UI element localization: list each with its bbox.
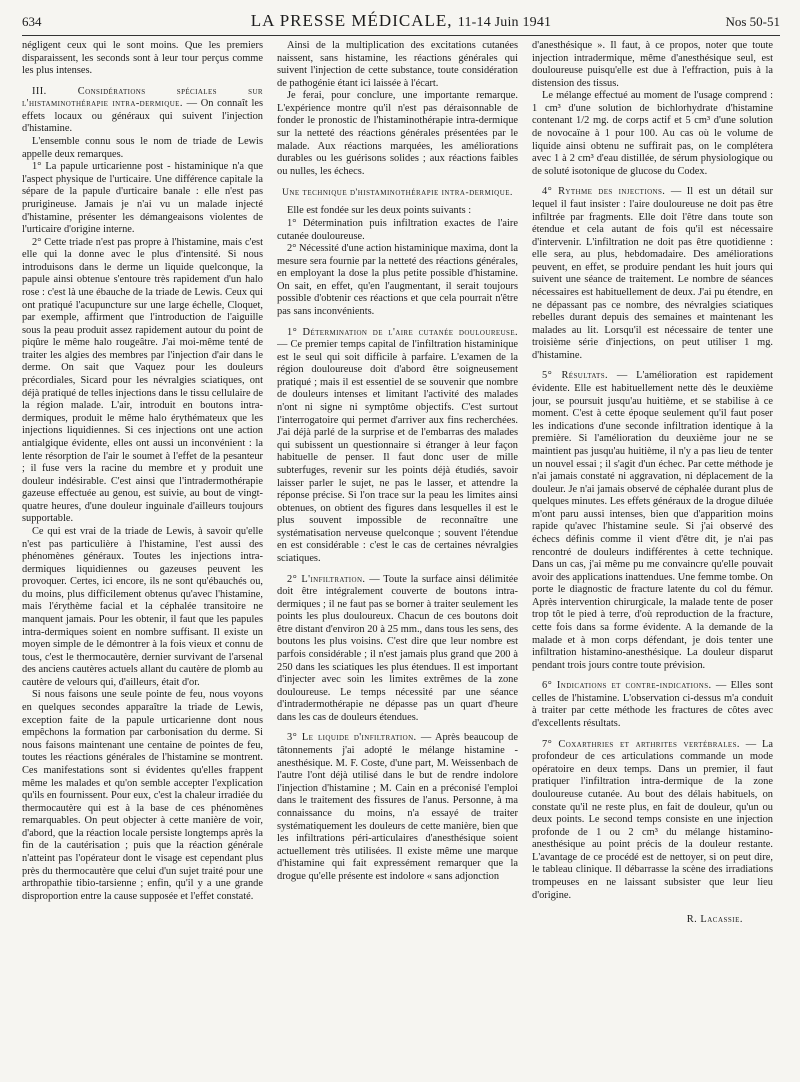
paragraph: [532, 739, 773, 903]
journal-title: [22, 11, 780, 31]
paragraph-lead: 2° L'infiltration.: [287, 573, 366, 585]
paragraph-text: Ainsi de la multiplication des excitations cutanées naissent, sans histamine, les réactions générales qui suivent l'injection de cette substance, toute considération de pathogénie étant ici laissée à l'écart.: [277, 40, 518, 89]
paragraph: [22, 689, 263, 903]
paragraph-text: — Il est un détail sur lequel il faut insister : l'aire douloureuse ne doit pas être infiltrée par fragments. Elle doit l'être dans toute son étendue et cela autant de fois qu'il est nécessaire d'intervenir. L'infiltration ne doit pas être quotidienne : elle sera, au plus, hebdomadaire. Des améliorations peuvent, en effet, se produire pendant les huit jours qui suivent une séance de traitement. Le nombre de séances nécessaires est habituellement de deux. J'ai pu étendre, en ne dépassant pas ce nombre, des névralgies sciatiques rebelles durant depuis des semaines et maintenant les malades au lit. Lorsqu'il est nécessaire de tenter une troisième série d'injections, on peut utiliser 1 mg. d'histamine.: [532, 186, 773, 361]
paragraph: [277, 732, 518, 883]
paragraph-text: — Toute la surface ainsi délimitée doit être intégralement couverte de boutons intra-dermiques ; il ne faut pas se borner à traiter seulement les points les plus douloureux. Chacun de ces boutons doit être distant d'environ 20 à 25 mm., dans tous les sens, des boutons les plus voisins. C'est dire que leur nombre est parfois considérable ; il n'est jamais plus grand que 200 à 250 dans les sciatiques les plus étendues. Il est important d'injecter avec soin les limites extrêmes de la zone douloureuse. Le temps nécessité par une séance d'intradermothérapie ne dépasse pas un quart d'heure dans les cas de douleurs étendues.: [277, 573, 518, 723]
paragraph-text: Si nous faisons une seule pointe de feu, nous voyons en quelques secondes apparaître la triade de Lewis, exception faite de la papule urticarienne dont nous empêchons la formation par carbonisation du derme. Si nous faisons maintenant une centaine de pointes de feu, toutes les réactions générales de l'histamine se montrent. Ces manifestations sont si évidentes qu'elles frappent même les malades et qu'on semble accepter l'explication qu'ils en fournissent. Pour eux, c'est la chaleur irradiée du thermocautère qui est à la base de ces phénomènes remarquables. On peut objecter à cette manière de voir, d'abord, que la réaction locale persiste longtemps après la fin de la cautérisation ; puis que la réaction générale n'atteint pas l'opérateur dont le visage est cependant plus près du thermocautère que celui d'un sujet traité pour une arthropathie tibio-tarsienne ; enfin, qu'il y a une grande disproportion entre la cause supposée et l'effet constaté.: [22, 689, 263, 902]
paragraph-text: négligent ceux qui le sont moins. Que les premiers disparaissent, les seconds sont à leur tour perçus comme les plus intenses.: [22, 40, 263, 77]
paragraph: [532, 186, 773, 362]
paragraph: [22, 136, 263, 161]
text-column-3: [532, 40, 773, 1070]
column-3-body: [532, 40, 773, 902]
paragraph: [22, 161, 263, 236]
paragraph-text: — Après beaucoup de tâtonnements j'ai adopté le mélange histamine - anesthésique. M. F. Coste, d'une part, M. Weissenbach de l'autre l'ont déjà utilisé dans le but de rendre indolore l'injection d'histamine ; M. Cain en a préconisé l'emploi dans le traitement des fissures de l'anus. Personne, à ma connaissance du moins, n'a essayé de traiter systématiquement les douleurs de cette manière, bien que les infiltrations péri-articulaires d'anesthésique soient actuellement très utilisées. Il existe même une marque d'histamine qui fait expressément remarquer que la drogue qu'elle présente est indolore « sans adjonction: [277, 732, 518, 882]
paragraph: [277, 90, 518, 178]
article-body: [22, 36, 780, 1070]
paragraph: [277, 205, 518, 218]
paragraph-text: — Ce premier temps capital de l'infiltration histaminique est le seul qui soit difficile à parfaire. L'examen de la région douloureuse doit d'abord être soigneusement pratiqué ; mais il est essentiel de se souvenir que nombre de douleurs intenses et limitant l'activité des malades n'ont ni signe ni symptôme objectifs. C'est surtout l'interrogatoire qui permet d'arriver aux fins recherchées. J'ai déjà parlé de la surprise et de l'embarras des malades qui subissent un questionnaire si étranger à leur façon habituelle de penser. Il faut donc user de mille subterfuges, revenir sur les points déjà étudiés, savoir laisser parler le sujet, ne pas le lasser, et attendre la réponse précise. Si l'on trace sur la peau les limites ainsi obtenues, on obtient des figures dans lesquelles il est le plus souvent impossible de reconnaître une systématisation nerveuse quelconque ; souvent l'étendue en est considérable : c'est le cas de certaines névralgies sciatiques.: [277, 339, 518, 564]
paragraph: [532, 680, 773, 730]
paragraph: [277, 327, 518, 566]
journal-name: LA PRESSE MÉDICALE,: [250, 11, 453, 30]
paragraph-text: — L'amélioration est rapidement évidente. Elle est habituellement nette dès le deuxième jour, se poursuit jusqu'au huitième, et se stabilise à ce moment. C'est à cette époque seulement qu'il faut poser les indications d'une seconde infiltration identique à la première. Si l'amélioration du deuxième jour ne se maintient pas jusqu'au huitième, il n'y a pas lieu de tenter un nouvel essai ; il s'agit d'un échec. Par cette méthode je n'ai jamais constaté ni aggravation, ni déplacement de la douleur. Je n'ai jamais observé de céphalée durant plus de quelques minutes. Les effets généraux de la drogue diluée m'ont paru aussi intenses, bien que d'apparition moins rapide qu'avec l'histamine seule. Si j'ai observé des échecs définis comme il vient d'être dit, je n'ai pas rencontré de douleurs indifférentes à cette technique. Dans un cas, j'ai même pu me convaincre qu'elle pouvait avoir des applications inattendues. Une femme tombe. On porte le diagnostic de fracture latente du col du fémur. Après intervention chirurgicale, la malade tente de poser trop tôt le pied à terre, d'où reproduction de la fracture, cette fois dans sa forme évidente. A la demande de la malade et à mon corps défendant, je dois tenter une infiltration histamino-anesthésique. La douleur disparut pendant trois jours contre toute prévision.: [532, 370, 773, 671]
paragraph-text: Le mélange effectué au moment de l'usage comprend : 1 cm³ d'une solution de bichlorhydrate d'histamine contenant 1/2 mg. de corps actif et 5 cm³ d'une solution de novocaïne à 1 pour 100. Au cas où le volume de liquide ainsi obtenu ne suffirait pas, on le complétera avec 1 à 2 cm³ d'eau distillée, de sérum physiologique ou de soluté isotonique de glucose du Codex.: [532, 90, 773, 177]
paragraph-text: 2° Cette triade n'est pas propre à l'histamine, mais c'est elle qui la donne avec le plus d'intensité. Si nous introduisons dans le derme un liquide quelconque, la papule ainsi obtenue s'entoure très rapidement d'un halo rose : c'est là une ébauche de la triade de Lewis. Ceux qui ont pratiqué l'acupuncture sur une large échelle, Cloquet, par exemple, affirment que l'introduction de l'aiguille sous la peau produit assez rapidement autour du point de piqûre le même halo rougeâtre. J'ai moi-même tenté de traiter les algies des membres par l'injection d'air dans le derme. On sait que Vaquez pour les douleurs précordiales, Sicard pour les névralgies sciatiques, ont déjà pratiqué de telles injections dans le tissu cellulaire de la région malade. L'air, introduit en boutons intra-dermiques, produit le même halo érythémateux que les injections liquidiennes. Si ces injections ont une action antialgique évidente, elles ont aussi un inconvénient : la lente résorption de l'air le soumet à l'effet de la pesanteur ; il fuse vers la racine du membre et y produit une douleur indésirable. C'est ainsi que l'intradermothérapie gazeuse effectuée au genou, est suivie, au bout de vingt-quatre heures, d'une douleur inguinale d'ailleurs toujours supportable.: [22, 236, 263, 525]
section-heading: Une technique d'histaminothérapie intra-dermique.: [282, 188, 513, 199]
paragraph: [22, 526, 263, 690]
paragraph-lead: 1° Détermination de l'aire cutanée douloureuse.: [287, 326, 518, 338]
paragraph-text: 2° Nécessité d'une action histaminique maxima, dont la mesure sera fournie par la netteté des réactions générales, en employant la dose la plus petite possible d'histamine. On sait, en effet, qu'en l'augmentant, il serait toujours possible d'obtenir ces réactions et que cela pourrait n'être pas sans inconvénients.: [277, 243, 518, 317]
paragraph: [22, 86, 263, 136]
issue-date: 11-14 Juin 1941: [457, 15, 552, 30]
paragraph-text: 1° Détermination puis infiltration exactes de l'aire cutanée douloureuse.: [277, 217, 518, 242]
paragraph: [532, 90, 773, 178]
paragraph-lead: 4° Rythme des injections.: [542, 186, 666, 198]
paragraph-lead: 7° Coxarthries et arthrites vertébrales.: [542, 738, 740, 750]
paragraph-lead: 5° Résultats.: [542, 370, 608, 382]
author-signature: R. Lacassie.: [686, 914, 743, 926]
page-number: 634: [22, 14, 42, 29]
text-column-1: [22, 40, 263, 1070]
paragraph: [277, 243, 518, 318]
paragraph-text: Je ferai, pour conclure, une importante remarque. L'expérience montre qu'il n'est pas déraisonnable de fonder le pronostic de l'histaminothérapie intra-dermique sur la netteté des réactions générales présentées par le malade. Aux réactions marquées, les améliorations durables ou les guérisons solides ; aux réactions faibles ou nulles, les échecs.: [277, 90, 518, 177]
issue-number: Nos 50-51: [725, 14, 780, 29]
paragraph-text: Elle est fondée sur les deux points suivants :: [287, 205, 472, 217]
paragraph: [532, 40, 773, 90]
paragraph-lead: 6° Indications et contre-indications.: [542, 680, 712, 692]
paragraph: [277, 40, 518, 90]
paragraph-text: L'ensemble connu sous le nom de triade de Lewis appelle deux remarques.: [22, 136, 263, 160]
paragraph-text: d'anesthésique ». Il faut, à ce propos, noter que toute injection intradermique, même d'anesthésique seul, est douloureuse puisqu'elle est due à l'effraction, puis à la distension des tissus.: [532, 40, 773, 89]
text-column-2: [277, 40, 518, 1070]
paragraph: [22, 237, 263, 526]
paragraph-text: 1° La papule urticarienne post - histaminique n'a que l'aspect physique de l'urticaire. Une différence capitale la sépare de la papule d'urticaire banale : elle n'est pas prurigineuse. Jamais je n'ai vu un malade injecté d'histamine, présenter les démangeaisons violentes de l'urticaire d'origine interne.: [22, 161, 263, 236]
paragraph: [277, 574, 518, 725]
paragraph-text: — La profondeur de ces articulations commande un mode opératoire en deux temps. Dans un premier, il faut pratiquer l'infiltration intra-dermique de la zone douloureuse cutanée. Au bout des délais habituels, on constate qu'il ne reste plus, en fait de douleur, qu'un ou deux points. Le second temps consiste en une injection profonde de 1 ou 2 cm³ du mélange histamino-anesthésique au point précis de la douleur restante. L'avantage de ce procédé est de nettoyer, si on peut dire, le tableau clinique. Il débarrasse la scène des irradiations trompeuses en ne laissant subsister que leur lieu d'origine.: [532, 738, 773, 901]
paragraph-text: Ce qui est vrai de la triade de Lewis, à savoir qu'elle n'est pas particulière à l'histamine, l'est aussi des phénomènes généraux. Toutes les injections intra-dermiques liquidiennes ou gazeuses peuvent les provoquer. Certes, ici encore, ils ne sont qu'ébauchés ou, du moins, plus difficilement obtenus qu'avec l'histamine, mais l'érythème facial et la céphalée transitoire ne manquent jamais. Pour les obtenir, il faut que les papules intra-dermiques soient en nombre suffisant. Il existe un moyen simple de le démontrer à la fois vieux et connu de tous, c'est le thermocautère, dernier survivant de l'arsenal des anciens cautères actuels allant du cautère de plomb au cautère de velours qui, d'ailleurs, était d'or.: [22, 525, 263, 688]
paragraph-lead: III. Considérations spéciales sur l'histaminothérapie intra-dermique.: [22, 85, 263, 110]
running-header: [22, 10, 780, 36]
paragraph: [22, 40, 263, 78]
paragraph: [277, 218, 518, 243]
paragraph-text: — On connaît les effets locaux ou généraux qui suivent l'injection d'histamine.: [22, 98, 263, 135]
paragraph-lead: 3° Le liquide d'infiltration.: [287, 732, 417, 744]
paragraph: [532, 370, 773, 672]
paragraph-text: — Elles sont celles de l'histamine. L'observation ci-dessus m'a conduit à traiter par cette méthode les fractures de côtes avec d'excellents résultats.: [532, 680, 773, 730]
